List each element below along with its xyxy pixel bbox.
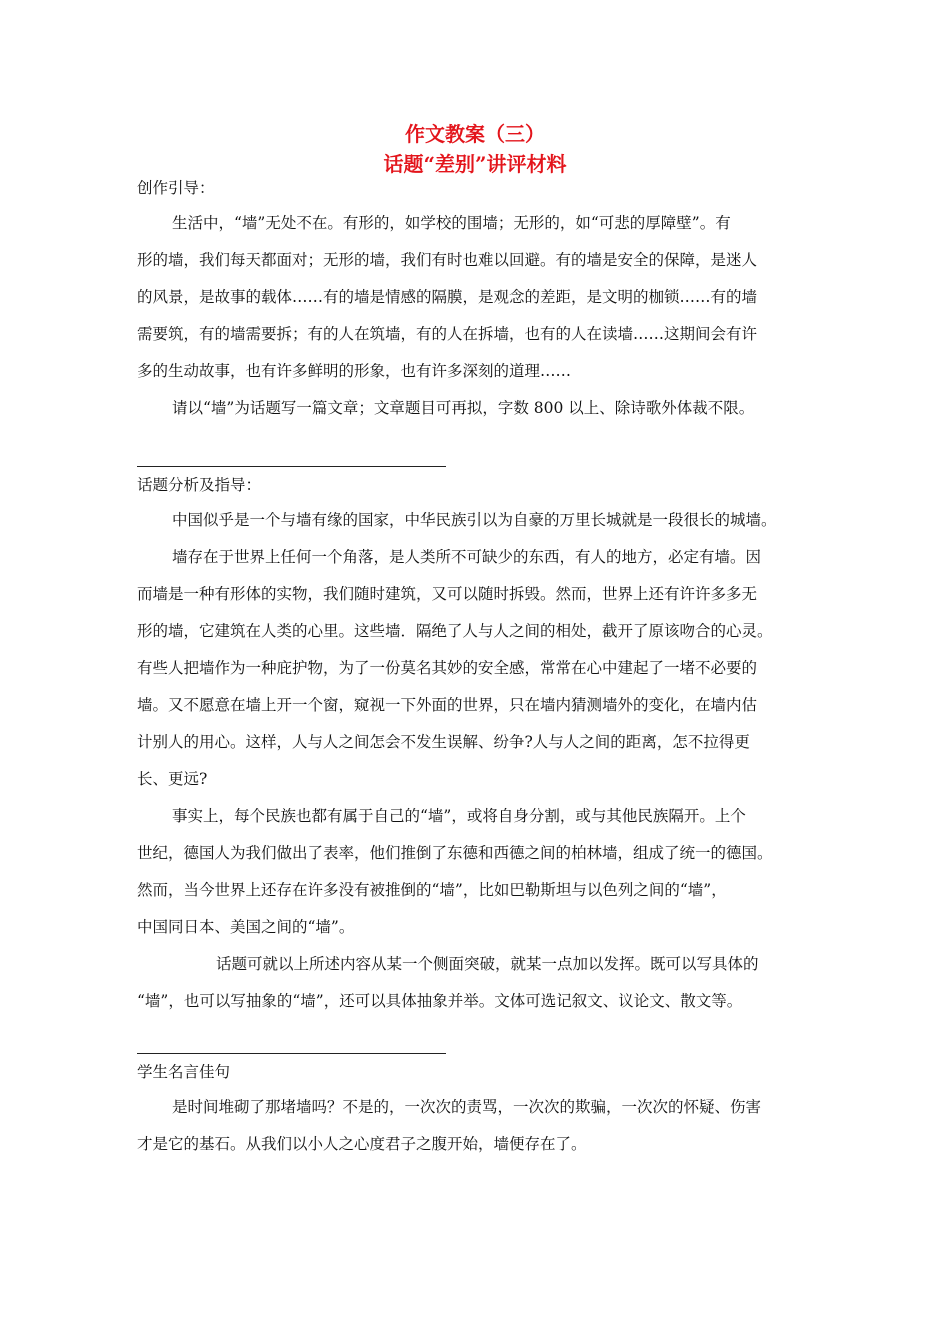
paragraph-line: 然而，当今世界上还存在许多没有被推倒的“墙”，比如巴勒斯坦与以色列之间的“墙”，: [137, 881, 727, 899]
section-divider: [137, 466, 446, 467]
section-heading-topic-analysis: 话题分析及指导：: [137, 476, 262, 494]
section-heading-creation-guide: 创作引导：: [137, 179, 215, 197]
paragraph-line: “墙”，也可以写抽象的“墙”，还可以具体抽象并举。文体可选记叙文、议论文、散文等。: [137, 992, 743, 1010]
paragraph-line: 世纪，德国人为我们做出了表率，他们推倒了东德和西德之间的柏林墙，组成了统一的德国。: [137, 844, 773, 862]
paragraph-line: 有些人把墙作为一种庇护物，为了一份莫名其妙的安全感，常常在心中建起了一堵不必要的: [137, 659, 758, 677]
section-heading-student-quotes: 学生名言佳句: [137, 1063, 231, 1081]
paragraph-line: 话题可就以上所述内容从某一个侧面突破，就某一点加以发挥。既可以写具体的: [216, 955, 759, 973]
paragraph-line: 中国似乎是一个与墙有缘的国家，中华民族引以为自豪的万里长城就是一段很长的城墙。: [172, 511, 777, 529]
paragraph-line: 请以“墙”为话题写一篇文章；文章题目可再拟，字数 800 以上、除诗歌外体裁不限。: [172, 399, 755, 417]
title-line-1: 作文教案（三）: [405, 122, 545, 146]
paragraph-line: 形的墙，我们每天都面对；无形的墙，我们有时也难以回避。有的墙是安全的保障，是迷人: [137, 251, 758, 269]
paragraph-line: 才是它的基石。从我们以小人之心度君子之腹开始，墙便存在了。: [137, 1135, 587, 1153]
paragraph-line: 是时间堆砌了那堵墙吗？不是的，一次次的责骂，一次次的欺骗，一次次的怀疑、伤害: [172, 1098, 762, 1116]
paragraph-line: 事实上，每个民族也都有属于自己的“墙”，或将自身分割，或与其他民族隔开。上个: [172, 807, 746, 825]
paragraph-line: 形的墙，它建筑在人类的心里。这些墙．隔绝了人与人之间的相处，截开了原该吻合的心灵。: [137, 622, 773, 640]
paragraph-line: 长、更远?: [137, 770, 208, 788]
title-line-2: 话题“差别”讲评材料: [383, 152, 567, 176]
paragraph-line: 而墙是一种有形体的实物，我们随时建筑，又可以随时拆毁。然而，世界上还有许许多多无: [137, 585, 758, 603]
paragraph-line: 多的生动故事，也有许多鲜明的形象，也有许多深刻的道理……: [137, 362, 572, 380]
paragraph-line: 墙存在于世界上任何一个角落，是人类所不可缺少的东西，有人的地方，必定有墙。因: [172, 548, 762, 566]
paragraph-line: 生活中，“墙”无处不在。有形的，如学校的围墙；无形的，如“可悲的厚障壁”。有: [172, 214, 731, 232]
paragraph-line: 中国同日本、美国之间的“墙”。: [137, 918, 355, 936]
paragraph-line: 需要筑，有的墙需要拆；有的人在筑墙，有的人在拆墙，也有的人在读墙……这期间会有许: [137, 325, 758, 343]
paragraph-line: 墙。又不愿意在墙上开一个窗，窥视一下外面的世界，只在墙内猜测墙外的变化，在墙内估: [137, 696, 758, 714]
paragraph-line: 的风景，是故事的载体……有的墙是情感的隔膜，是观念的差距，是文明的枷锁……有的墙: [137, 288, 758, 306]
paragraph-line: 计别人的用心。这样，人与人之间怎会不发生误解、纷争?人与人之间的距离，怎不拉得更: [137, 733, 750, 751]
section-divider: [137, 1053, 446, 1054]
